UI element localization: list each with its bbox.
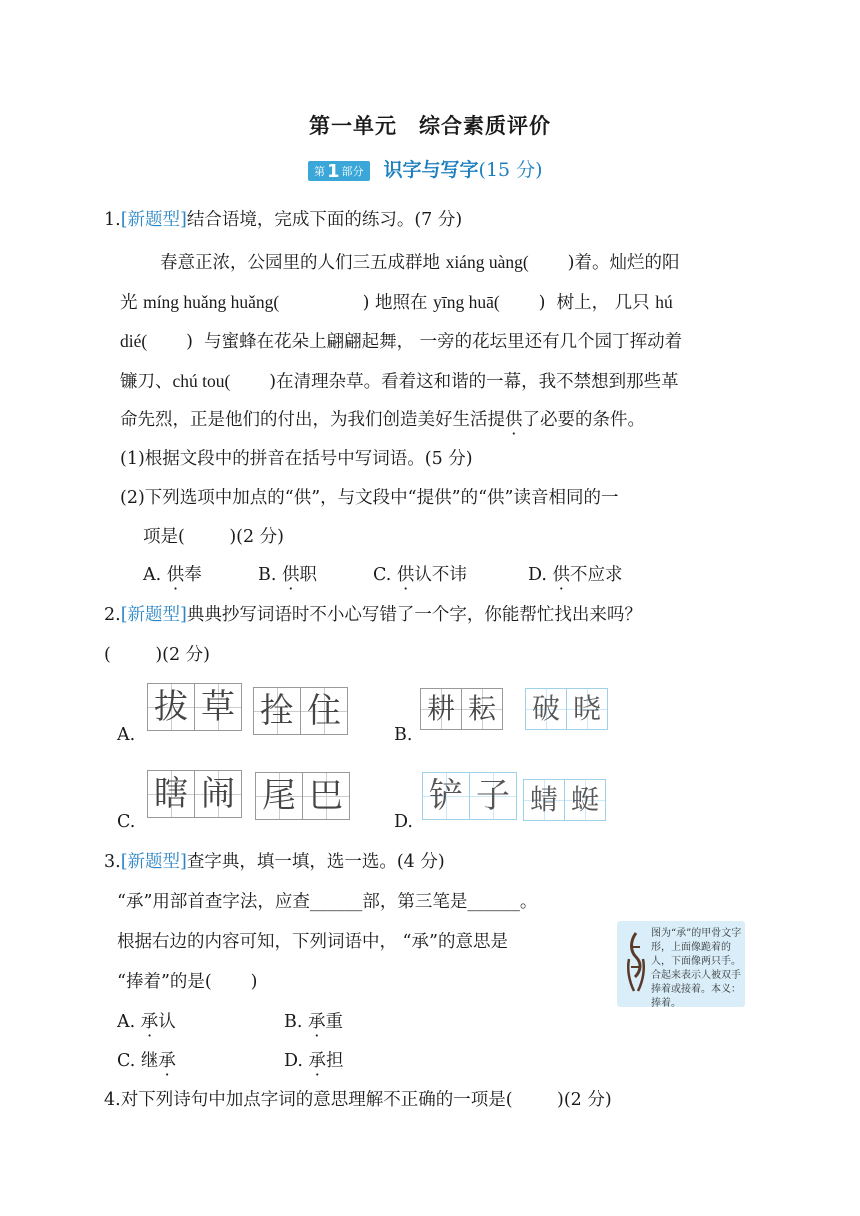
q2-option-d-word-1: 铲 子 <box>423 772 517 820</box>
part-heading <box>308 155 543 182</box>
unit-label: 第一单元 <box>309 114 397 138</box>
passage-line-5: 命先烈，正是他们的付出，为我们创造美好生活提供了必要的条件。 <box>120 410 645 430</box>
passage-line-3: dié( ) 与蜜蜂在花朵上翩翩起舞， 一旁的花坛里还有几个园丁挥动着 <box>120 331 683 352</box>
q2-option-c-word-1: 瞎 闹 <box>148 770 242 818</box>
q2-option-a-label: A. <box>117 725 136 745</box>
q2-option-a-word-1: 拔 草 <box>148 683 242 731</box>
q2-answer-blank: ( )(2 分) <box>104 645 211 665</box>
part-title: 识字与写字 <box>383 159 479 181</box>
q1-option-c: C. 供认不讳 <box>373 565 467 585</box>
q2-option-b-word-2: 破 晓 <box>526 688 608 730</box>
sub-question-1: (1)根据文段中的拼音在括号中写词语。(5 分) <box>120 449 473 469</box>
q2-option-d-word-2: 蜻 蜓 <box>524 779 606 821</box>
q3-line-3: “捧着”的是( ) <box>117 972 258 992</box>
q1-option-b: B. 供职 <box>258 565 317 585</box>
part-badge: 第 1 部分 <box>308 161 370 181</box>
new-type-tag: [新题型] <box>120 852 187 872</box>
question-1-stem: 1.[新题型]结合语境，完成下面的练习。(7 分) <box>104 210 463 230</box>
q1-option-a: A. 供奉 <box>143 565 202 585</box>
new-type-tag: [新题型] <box>120 605 187 625</box>
evaluation-label: 综合素质评价 <box>419 114 551 138</box>
oracle-bone-info-text: 图为“承”的甲骨文字形，上面像跪着的人，下面像两只手。合起来表示人被双手捧着或接着。本义：捧着。 <box>651 928 742 1009</box>
q3-line-2: 根据右边的内容可知，下列词语中， “承”的意思是 <box>117 932 508 952</box>
q3-line-1: “承”用部首查字法，应查______部，第三笔是______。 <box>117 892 538 912</box>
oracle-bone-glyph-icon <box>625 929 647 999</box>
passage-line-1: 春意正浓，公园里的人们三五成群地 xiáng uàng( )着。灿烂的阳 <box>160 252 680 273</box>
question-2-stem: 2.[新题型]典典抄写词语时不小心写错了一个字，你能帮忙找出来吗？ <box>104 605 642 625</box>
page-title <box>0 110 860 140</box>
passage-line-4: 镰刀、chú tou( )在清理杂草。看着这和谐的一幕，我不禁想到那些革 <box>120 371 679 392</box>
question-3-stem: 3.[新题型]查字典，填一填，选一选。(4 分) <box>104 852 445 872</box>
oracle-bone-info-box <box>617 921 745 1007</box>
q3-option-b: B. 承重 <box>284 1012 343 1032</box>
q3-option-c: C. 继承 <box>117 1051 176 1071</box>
q3-option-d: D. 承担 <box>284 1051 344 1071</box>
q2-option-a-word-2: 拴 住 <box>254 687 348 735</box>
sub-question-2: (2)下列选项中加点的“供”，与文段中“提供”的“供”读音相同的一 <box>120 488 619 508</box>
q2-option-d-label: D. <box>394 812 413 832</box>
question-4-stem: 4.对下列诗句中加点字词的意思理解不正确的一项是( )(2 分) <box>104 1090 612 1110</box>
q3-option-a: A. 承认 <box>117 1012 176 1032</box>
part-score: (15 分) <box>478 159 543 181</box>
q1-option-d: D. 供不应求 <box>528 565 623 585</box>
new-type-tag: [新题型] <box>120 210 187 230</box>
q2-option-c-word-2: 尾 巴 <box>256 772 350 820</box>
q2-option-c-label: C. <box>117 812 136 832</box>
q2-option-b-word-1: 耕 耘 <box>421 688 503 730</box>
sub-question-2-cont: 项是( )(2 分) <box>143 527 285 547</box>
q2-option-b-label: B. <box>394 725 413 745</box>
passage-line-2: 光 míng huǎng huǎng( ) 地照在 yīng huā( ) 树上， 几只 hú <box>120 292 673 313</box>
